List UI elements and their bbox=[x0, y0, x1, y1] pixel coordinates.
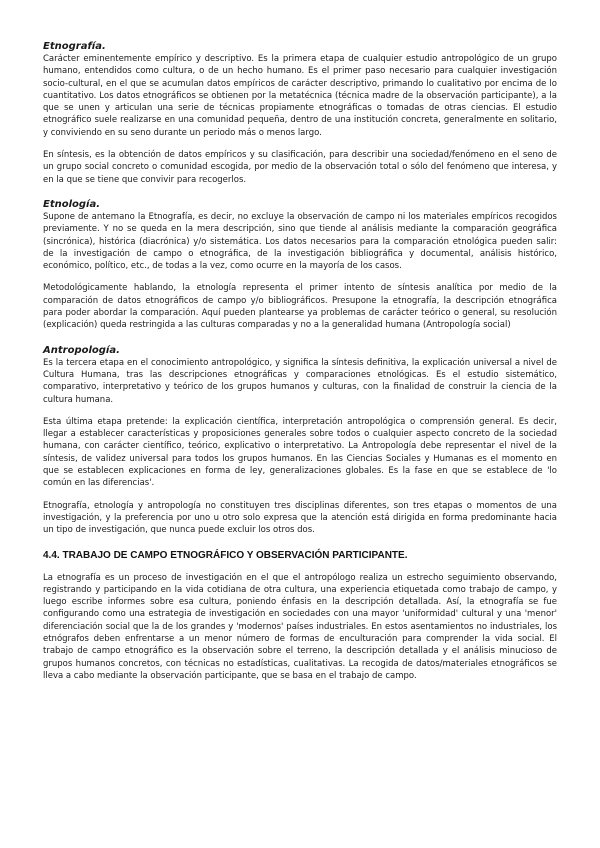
heading-etnografia: Etnografía. bbox=[43, 41, 106, 52]
section-title-trabajo-campo: 4.4. TRABAJO DE CAMPO ETNOGRÁFICO Y OBSERVACIÓN PARTICIPANTE. bbox=[43, 549, 408, 561]
paragraph-trabajo-campo: La etnografía es un proceso de investigación en el que el antropólogo realiza un estrecho seguimiento observando, registrando y participando en la vida cotidiana de otra cultura, una experiencia etiquetada como trabajo de campo, y luego escribe informes sobre esa cultura, poniendo énfasis en la descripción detallada. Así, la etnografía se fue configurando como una estrategia de investigación en sociedades con una mayor 'uniformidad' cultural y una 'menor' diferenciación social que la de los grandes y 'modernos' países industriales. En estos asentamientos no industriales, los etnógrafos deben enfrentarse a un menor número de formas de enculturación para comprender la vida social. El trabajo de campo etnográfico es la observación sobre el terreno, la descripción detallada y el análisis minucioso de grupos humanos concretos, con técnicas no estadísticas, cualitativas. La recogida de datos/materiales etnográficos se lleva a cabo mediante la observación participante, que se basa en el trabajo de campo. bbox=[43, 572, 557, 681]
paragraph-etnologia-1: Supone de antemano la Etnografía, es decir, no excluye la observación de campo ni los materiales empíricos recogidos previamente. Y no se queda en la mera descripción, sino que tiende al análisis mediante la comparación geográfica (sincrónica), histórica (diacrónica) y/o sistemática. Los datos necesarios para la comparación etnológica pueden salir: de la investigación de campo o etnográfica, de la investigación bibliográfica y documental, análisis histórico, económico, político, etc., de todas a la vez, como ocurre en la mayoría de los casos. bbox=[43, 211, 557, 272]
paragraph-antropologia-2: Esta última etapa pretende: la explicación científica, interpretación antropológica o comprensión general. Es decir, llegar a establecer características y proposiciones generales sobre todos o cualquier aspecto concreto de la sociedad humana, con carácter científico, teórico, explicativo o interpretativo. La Antropología debe representar el nivel de la síntesis, de validez universal para todos los grupos humanos. En las Ciencias Sociales y Humanas es el momento en que se establecen explicaciones en forma de ley, generalizaciones globales. Es la fase en que se establece de 'lo común en las diferencias'. bbox=[43, 416, 557, 489]
paragraph-antropologia-3: Etnografía, etnología y antropología no constituyen tres disciplinas diferentes, son tres etapas o momentos de una investigación, y la preferencia por uno u otro solo expresa que la atención está dirigida en forma predominante hacia un tipo de investigación, que nunca puede excluir los otros dos. bbox=[43, 500, 557, 536]
heading-antropologia: Antropología. bbox=[43, 344, 120, 356]
paragraph-etnologia-2: Metodológicamente hablando, la etnología representa el primer intento de síntesis analítica por medio de la comparación de datos etnográficos de campo y/o bibliográficos. Presupone la etnografía, la descripción etnográfica para poder abordar la comparación. Aquí pueden plantearse ya problemas de carácter teórico o general, su resolución (explicación) queda restringida a las culturas comparadas y no a la generalidad humana (Antropología social) bbox=[43, 283, 557, 331]
document-page bbox=[43, 40, 557, 682]
paragraph-antropologia-1: Es la tercera etapa en el conocimiento antropológico, y significa la síntesis definitiva, la explicación universal a nivel de Cultura Humana, tras las descripciones etnográficas y comparaciones etnológicas. Es el estudio sistemático, comparativo, interpretativo y teórico de los grupos humanos y culturas, con la finalidad de construir la ciencia de la cultura humana. bbox=[43, 357, 557, 405]
paragraph-etnografia-1: Carácter eminentemente empírico y descriptivo. Es la primera etapa de cualquier estudio antropológico de un grupo humano, entendidos como cultura, o de un hecho humano. Es el primer paso necesario para cualquier investigación socio-cultural, en el que se acumulan datos empíricos de carácter descriptivo, primando lo cualitativo por encima de lo cuantitativo. Los datos etnográficos se obtienen por la metatécnica (técnica madre de la observación participante), a la que se unen y articulan una serie de técnicas propiamente etnográficas o tomadas de otras ciencias. El estudio etnográfico suele realizarse en una comunidad pequeña, dentro de una institución concreta, generalmente en solitario, y conviviendo en su seno durante un periodo más o menos largo. bbox=[43, 54, 557, 138]
paragraph-etnografia-2: En síntesis, es la obtención de datos empíricos y su clasificación, para describir una sociedad/fenómeno en el seno de un grupo social concreto o comunidad escogida, por medio de la observación total o sólo del fenómeno que interesa, y en la que se tiene que convivir para recogerlos. bbox=[43, 150, 557, 185]
heading-etnologia: Etnología. bbox=[43, 198, 101, 210]
